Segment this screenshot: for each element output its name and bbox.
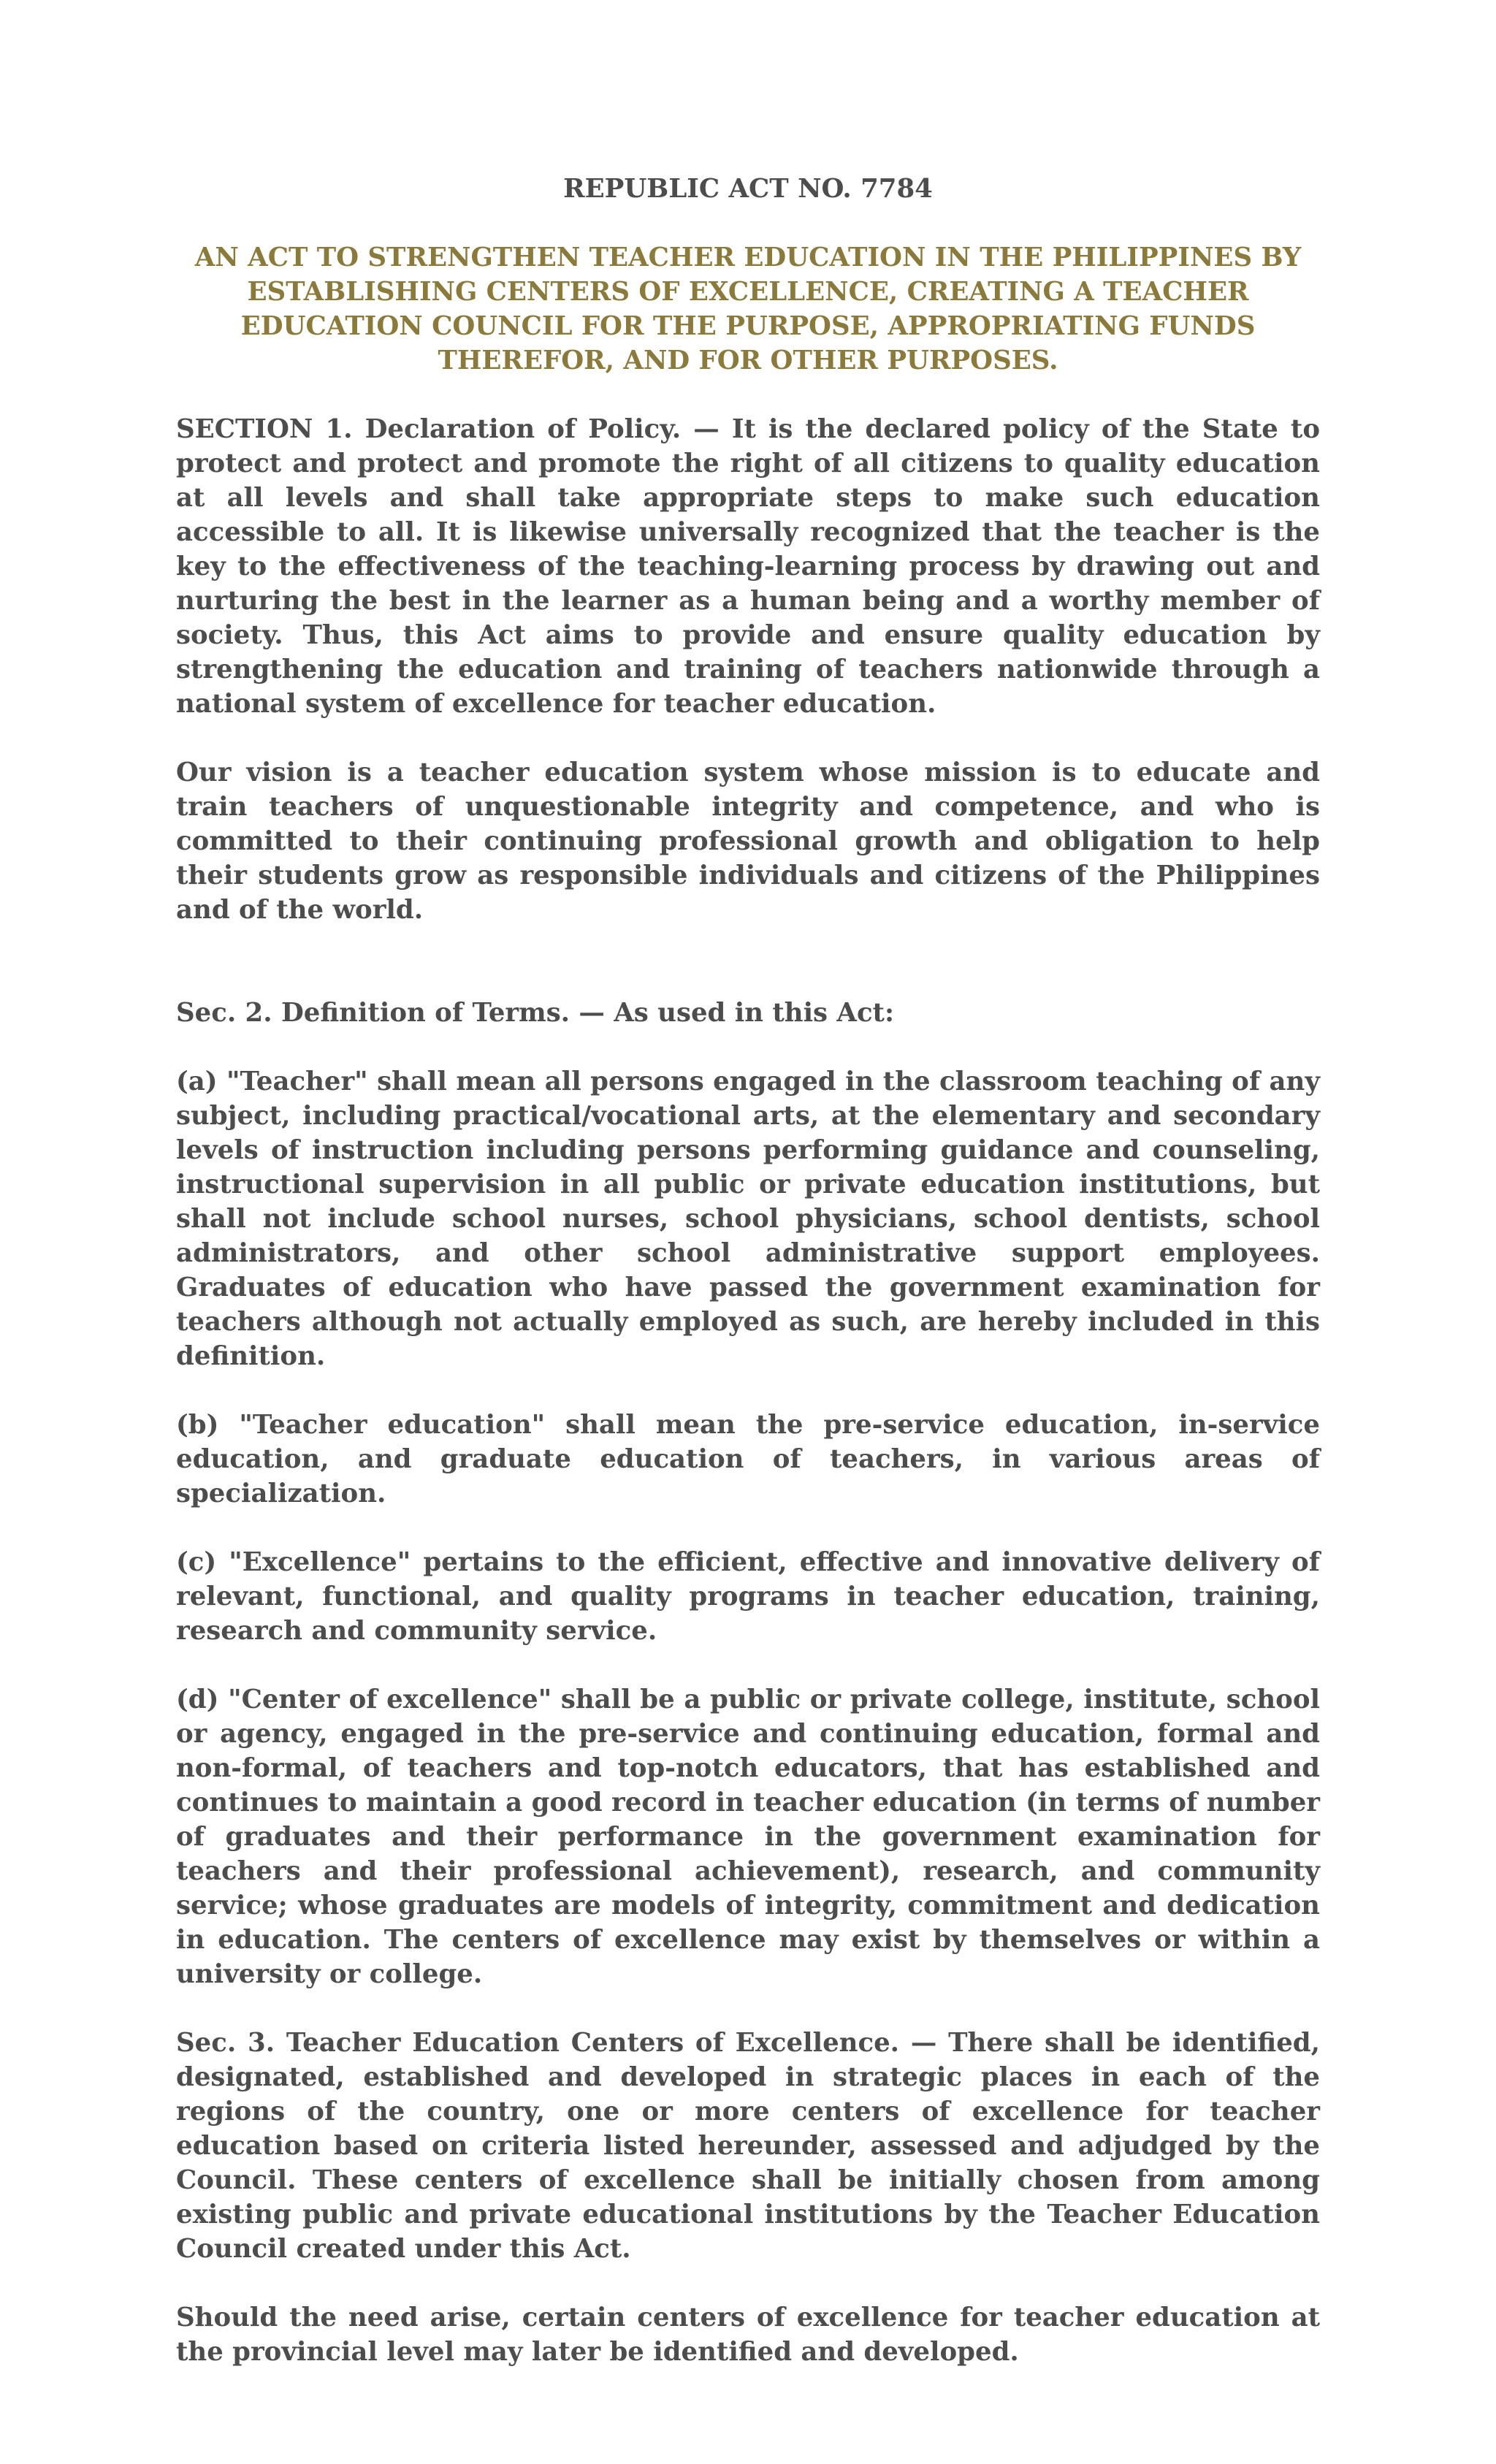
section-3-paragraph: Sec. 3. Teacher Education Centers of Excellence. — There shall be identified, designated, established and developed in strategic places in each of the regions of the country, one or more centers of excellence for teacher education based on criteria listed hereunder, assessed and adjudged by the Council. These centers of excellence shall be initially chosen from among existing public and private educational institutions by the Teacher Education Council created under this Act. bbox=[176, 2028, 1320, 2264]
document-title: REPUBLIC ACT NO. 7784 bbox=[563, 174, 933, 204]
definition-b-paragraph: (b) "Teacher education" shall mean the pre-service education, in-service education, and graduate education of teachers, in various areas of specialization. bbox=[176, 1410, 1320, 1508]
provincial-centers-paragraph: Should the need arise, certain centers of excellence for teacher education at the provincial level may later be identified and developed. bbox=[176, 2303, 1320, 2367]
definition-d-paragraph: (d) "Center of excellence" shall be a public or private college, institute, school or agency, engaged in the pre-service and continuing education, formal and non-formal, of teachers and top-notch educators, that has established and continues to maintain a good record in teacher education (in terms of number of graduates and their performance in the government examination for teachers and their professional achievement), research, and community service; whose graduates are models of integrity, commitment and dedication in education. The centers of excellence may exist by themselves or within a university or college. bbox=[176, 1685, 1320, 1989]
section-gap bbox=[176, 961, 1320, 996]
definition-a-paragraph: (a) "Teacher" shall mean all persons engaged in the classroom teaching of any subject, including practical/vocational arts, at the elementary and secondary levels of instruction including persons performing guidance and counseling, instructional supervision in all public or private education institutions, but shall not include school nurses, school physicians, school dentists, school administrators, and other school administrative support employees. Graduates of education who have passed the government examination for teachers although not actually employed as such, are hereby included in this definition. bbox=[176, 1067, 1320, 1371]
document-subtitle: AN ACT TO STRENGTHEN TEACHER EDUCATION IN THE PHILIPPINES BY ESTABLISHING CENTERS OF EXCELLENCE, CREATING A TEACHER EDUCATION COUNCIL FOR THE PURPOSE, APPROPRIATING FUNDS THEREFOR, AND FOR OTHER PURPOSES. bbox=[194, 243, 1302, 375]
section-1-paragraph: SECTION 1. Declaration of Policy. — It is the declared policy of the State to protect and protect and promote the right of all citizens to quality education at all levels and shall take appropriate steps to make such education accessible to all. It is likewise universally recognized that the teacher is the key to the effectiveness of the teaching-learning process by drawing out and nurturing the best in the learner as a human being and a worthy member of society. Thus, this Act aims to provide and ensure quality education by strengthening the education and training of teachers nationwide through a national system of excellence for teacher education. bbox=[176, 414, 1320, 719]
definition-c-paragraph: (c) "Excellence" pertains to the efficient, effective and innovative delivery of relevant, functional, and quality programs in teacher education, training, research and community service. bbox=[176, 1547, 1320, 1646]
document-page bbox=[176, 172, 1320, 2403]
section-2-heading: Sec. 2. Definition of Terms. — As used in this Act: bbox=[176, 998, 895, 1028]
vision-paragraph: Our vision is a teacher education system whose mission is to educate and train teachers of unquestionable integrity and competence, and who is committed to their continuing professional growth and obligation to help their students grow as responsible individuals and citizens of the Philippines and of the world. bbox=[176, 758, 1320, 925]
